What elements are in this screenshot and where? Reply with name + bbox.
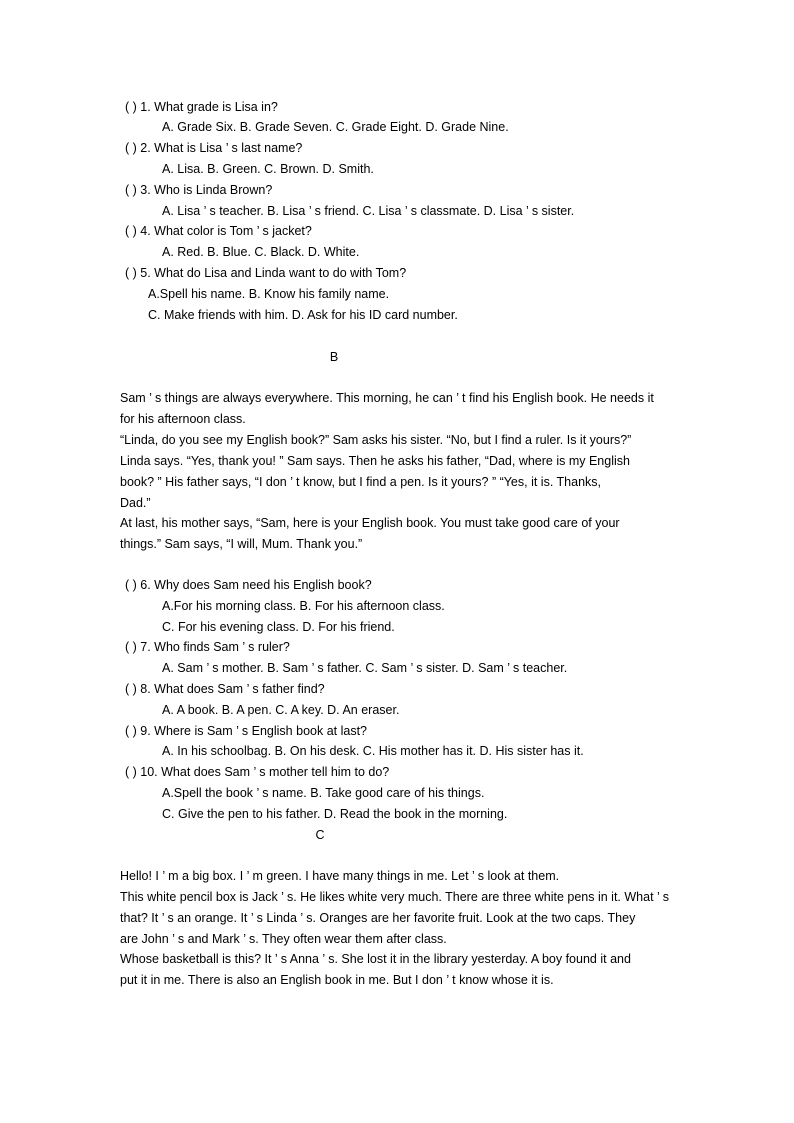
section-b-passage-line: book? ” His father says, “I don ’ t know, but I find a pen. Is it yours? ” “Yes, it is. Thanks, xyxy=(120,475,602,489)
question-7-options: A. Sam ’ s mother. B. Sam ’ s father. C. Sam ’ s sister. D. Sam ’ s teacher. xyxy=(162,661,568,675)
question-3-options: A. Lisa ’ s teacher. B. Lisa ’ s friend. C. Lisa ’ s classmate. D. Lisa ’ s sister. xyxy=(162,204,575,218)
question-9: ( ) 9. Where is Sam ’ s English book at last? xyxy=(125,724,367,738)
question-3: ( ) 3. Who is Linda Brown? xyxy=(125,183,273,197)
section-b-passage-line: things.” Sam says, “I will, Mum. Thank you.” xyxy=(120,537,363,551)
section-c-passage-line: put it in me. There is also an English book in me. But I don ’ t know whose it is. xyxy=(120,973,554,987)
question-4-options: A. Red. B. Blue. C. Black. D. White. xyxy=(162,245,360,259)
section-b-passage-line: Sam ’ s things are always everywhere. This morning, he can ’ t find his English book. He needs it xyxy=(120,391,654,405)
question-2-options: A. Lisa. B. Green. C. Brown. D. Smith. xyxy=(162,162,374,176)
question-2: ( ) 2. What is Lisa ’ s last name? xyxy=(125,141,303,155)
question-4: ( ) 4. What color is Tom ’ s jacket? xyxy=(125,224,312,238)
question-5-options-line-2: C. Make friends with him. D. Ask for his ID card number. xyxy=(148,308,458,322)
question-6-options-line-2: C. For his evening class. D. For his friend. xyxy=(162,620,395,634)
question-1: ( ) 1. What grade is Lisa in? xyxy=(125,100,278,114)
section-b-passage-line: Dad.” xyxy=(120,496,151,510)
section-b-heading: B xyxy=(329,350,339,364)
section-b-passage-line: Linda says. “Yes, thank you! ” Sam says. Then he asks his father, “Dad, where is my English xyxy=(120,454,630,468)
section-b-passage-line: At last, his mother says, “Sam, here is your English book. You must take good care of your xyxy=(120,516,620,530)
section-c-passage-line: This white pencil box is Jack ’ s. He likes white very much. There are three white pens in it. What ’ s xyxy=(120,890,670,904)
section-c-passage-line: Whose basketball is this? It ’ s Anna ’ s. She lost it in the library yesterday. A boy found it and xyxy=(120,952,631,966)
section-b-passage-line: “Linda, do you see my English book?” Sam asks his sister. “No, but I find a ruler. Is it yours?” xyxy=(120,433,632,447)
section-c-passage-line: are John ’ s and Mark ’ s. They often wear them after class. xyxy=(120,932,447,946)
question-8-options: A. A book. B. A pen. C. A key. D. An eraser. xyxy=(162,703,400,717)
question-7: ( ) 7. Who finds Sam ’ s ruler? xyxy=(125,640,290,654)
question-1-options: A. Grade Six. B. Grade Seven. C. Grade Eight. D. Grade Nine. xyxy=(162,120,509,134)
question-6-options-line-1: A.For his morning class. B. For his afternoon class. xyxy=(162,599,445,613)
question-5: ( ) 5. What do Lisa and Linda want to do with Tom? xyxy=(125,266,407,280)
question-10-options-line-2: C. Give the pen to his father. D. Read the book in the morning. xyxy=(162,807,508,821)
section-c-passage-line: that? It ’ s an orange. It ’ s Linda ’ s. Oranges are her favorite fruit. Look at the two caps. They xyxy=(120,911,636,925)
question-10: ( ) 10. What does Sam ’ s mother tell him to do? xyxy=(125,765,390,779)
section-c-passage-line: Hello! I ’ m a big box. I ’ m green. I have many things in me. Let ’ s look at them. xyxy=(120,869,560,883)
section-b-passage-line: for his afternoon class. xyxy=(120,412,246,426)
question-5-options-line-1: A.Spell his name. B. Know his family name. xyxy=(148,287,390,301)
question-10-options-line-1: A.Spell the book ’ s name. B. Take good care of his things. xyxy=(162,786,485,800)
question-6: ( ) 6. Why does Sam need his English book? xyxy=(125,578,372,592)
question-8: ( ) 8. What does Sam ’ s father find? xyxy=(125,682,325,696)
section-c-heading: C xyxy=(315,828,325,842)
question-9-options: A. In his schoolbag. B. On his desk. C. His mother has it. D. His sister has it. xyxy=(162,744,584,758)
